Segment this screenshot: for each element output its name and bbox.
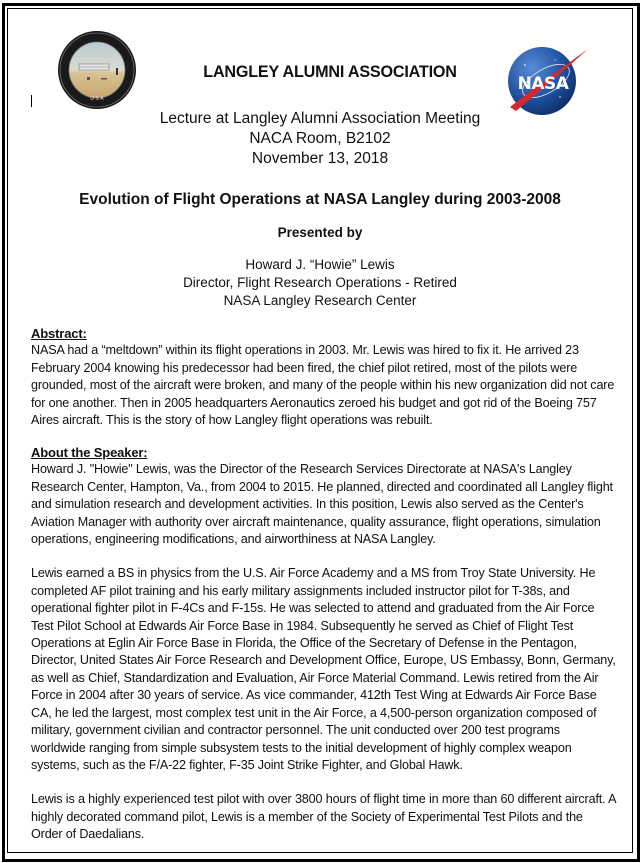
svg-text:U S A: U S A (90, 96, 104, 102)
text-cursor (31, 95, 32, 107)
naca-seal-logo-icon (57, 30, 137, 110)
about-speaker-heading: About the Speaker: (31, 445, 148, 460)
presenter-title: Director, Flight Research Operations - Retired (183, 275, 457, 290)
organization-title: LANGLEY ALUMNI ASSOCIATION (203, 62, 457, 81)
presenter-org: NASA Langley Research Center (223, 293, 417, 308)
abstract-text: NASA had a “meltdown” within its flight operations in 2003. Mr. Lewis was hired to fix it. He arrived 23 February 2004 knowing his predecessor had been fired, the chief pilot retired, most of the pilots were grounded, most of the aircraft were broken, and many of the people within his new organization did not care for one another. Then in 2005 headquarters Aeronautics zeroed his budget and got rid of the Boeing 757 Aires aircraft. This is the story of how Langley flight operations was rebuilt. (31, 343, 615, 428)
about-speaker-section (31, 444, 616, 844)
svg-text:NASA: NASA (517, 74, 569, 94)
speaker-paragraph: Lewis earned a BS in physics from the U.S. Air Force Academy and a MS from Troy State University. He completed AF pilot training and his early military assignments included instructor pilot for T-38s, and operational fighter pilot in F-4Cs and F-15s. He was selected to attend and graduated from the Air Force Test Pilot School at Edwards Air Force Base in 1984. Subsequently he served as Chief of Flight Test Operations at Eglin Air Force Base in Florida, the Office of the Secretary of Defense in the Pentagon, Director, United States Air Force Research and Development Office, Europe, US Embassy, Bonn, Germany, as well as Chief, Standardization and Evaluation, Air Force Material Command. Lewis retired from the Air Force in 2004 after 30 years of service. As vice commander, 412th Test Wing at Edwards Air Force Base CA, he led the largest, most complex test unit in the Air Force, a 4,500-person organization composed of military, government civilian and contractor personnel. The unit conducted over 200 test programs worldwide ranging from simple subsystem tests to the initial development of highly complex weapon systems, such as the F/A-22 fighter, F-35 Joint Strike Fighter, and Global Hawk. (31, 566, 616, 772)
event-date: November 13, 2018 (251, 150, 389, 167)
presenter-name: Howard J. “Howie” Lewis (245, 257, 395, 272)
abstract-heading: Abstract: (31, 326, 87, 341)
event-name: Lecture at Langley Alumni Association Meeting (159, 110, 481, 127)
abstract-section (31, 325, 616, 429)
presented-by-label: Presented by (277, 225, 363, 240)
event-info (0, 109, 640, 169)
speaker-paragraph: Lewis is a highly experienced test pilot with over 3800 hours of flight time in more than 60 different aircraft. A highly decorated command pilot, Lewis is a member of the Society of Experimental Test Pilots and the Order of Daedalians. (31, 792, 616, 842)
speaker-paragraph: Howard J. "Howie" Lewis, was the Director of the Research Services Directorate at NASA's Langley Research Center, Hampton, Va., from 2004 to 2015. He planned, directed and coordinated all Langley flight and simulation research and development activities. In this position, Lewis also served as the Center's Aviation Manager with authority over aircraft maintenance, quality assurance, flight operations, simulation operations, engineering modifications, and airworthiness at NASA Langley. (31, 462, 613, 547)
presenter-info (0, 256, 640, 310)
event-location: NACA Room, B2102 (249, 130, 391, 147)
lecture-title: Evolution of Flight Operations at NASA Langley during 2003-2008 (79, 191, 561, 208)
